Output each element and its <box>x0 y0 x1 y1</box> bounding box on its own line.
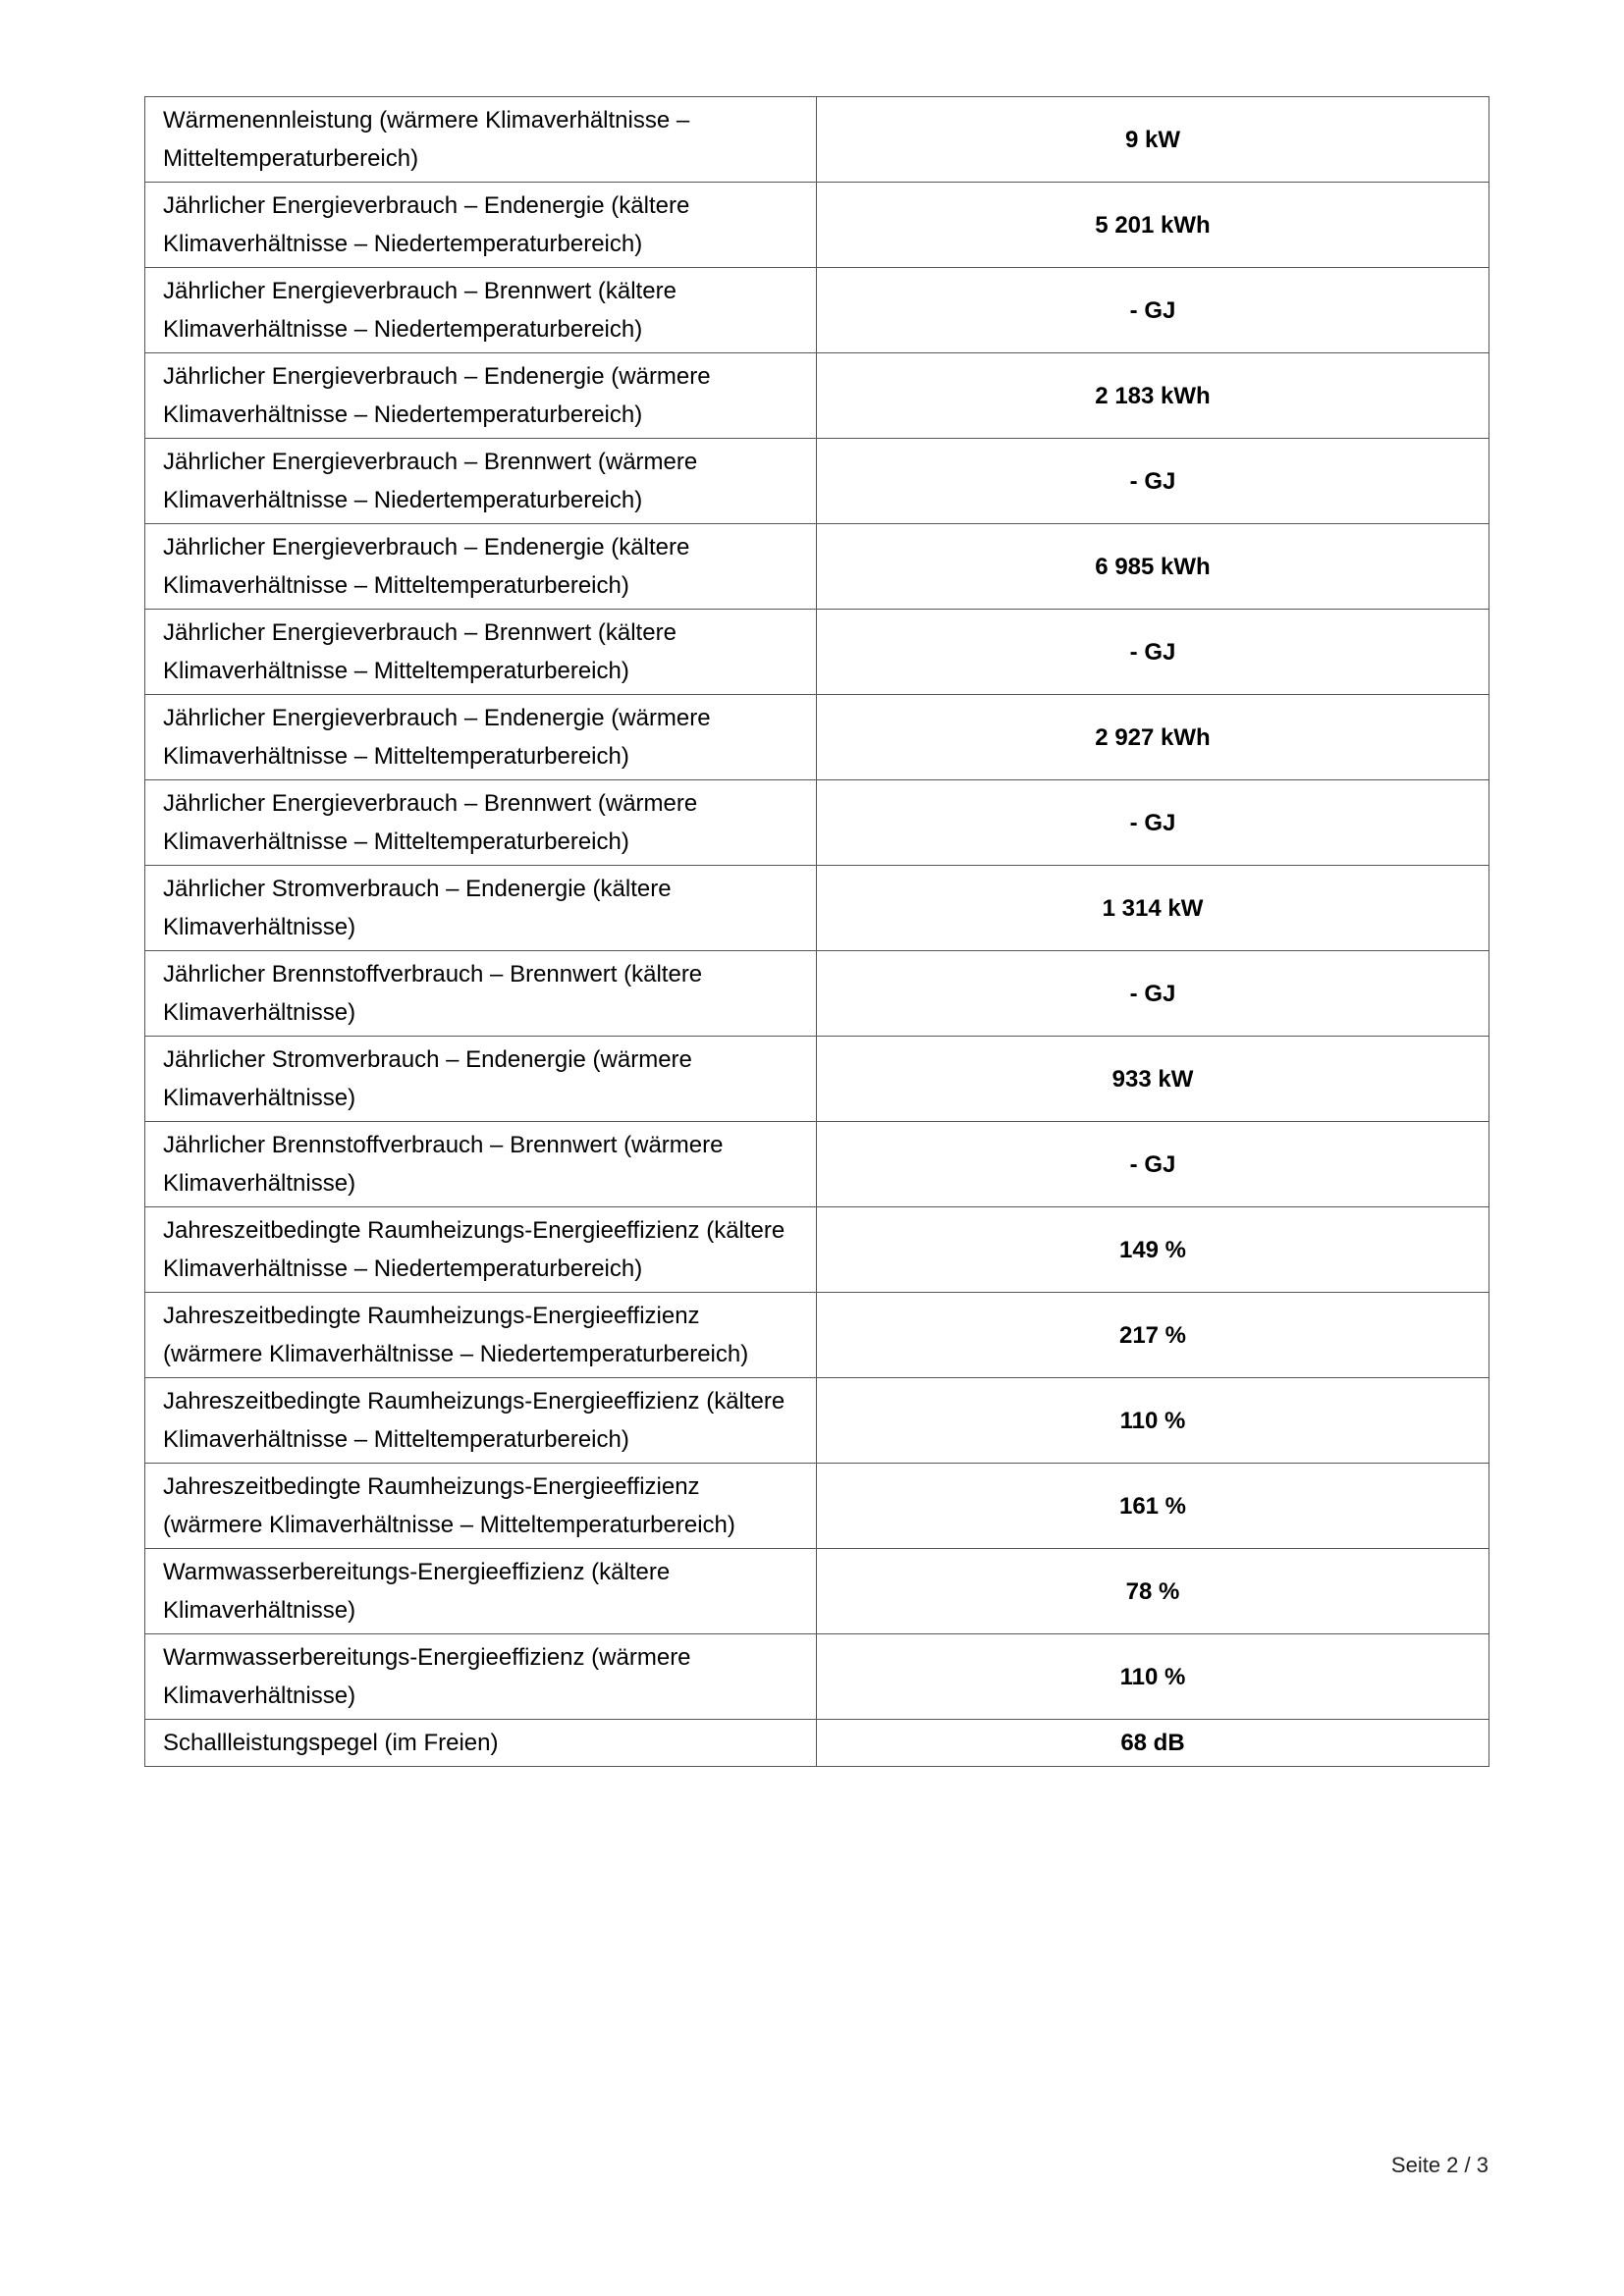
row-label: Jährlicher Stromverbrauch – Endenergie (kältere Klimaverhältnisse) <box>145 866 817 951</box>
row-label: Jährlicher Energieverbrauch – Endenergie (kältere Klimaverhältnisse – Niedertemperaturbereich) <box>145 183 817 268</box>
row-value: - GJ <box>817 610 1489 695</box>
row-label: Jährlicher Energieverbrauch – Endenergie (kältere Klimaverhältnisse – Mitteltemperaturbereich) <box>145 524 817 610</box>
row-label: Jahreszeitbedingte Raumheizungs-Energieeffizienz (kältere Klimaverhältnisse – Mitteltemperaturbereich) <box>145 1378 817 1464</box>
row-value: 1 314 kW <box>817 866 1489 951</box>
row-value: 217 % <box>817 1293 1489 1378</box>
table-row <box>145 524 1489 610</box>
row-label: Jahreszeitbedingte Raumheizungs-Energieeffizienz (wärmere Klimaverhältnisse – Niedertemperaturbereich) <box>145 1293 817 1378</box>
row-label: Jahreszeitbedingte Raumheizungs-Energieeffizienz (kältere Klimaverhältnisse – Niedertemperaturbereich) <box>145 1207 817 1293</box>
row-label: Warmwasserbereitungs-Energieeffizienz (wärmere Klimaverhältnisse) <box>145 1634 817 1720</box>
table-row <box>145 1720 1489 1767</box>
row-value: 68 dB <box>817 1720 1489 1767</box>
row-value: 161 % <box>817 1464 1489 1549</box>
row-value: - GJ <box>817 268 1489 353</box>
row-value: 933 kW <box>817 1037 1489 1122</box>
row-label: Schallleistungspegel (im Freien) <box>145 1720 817 1767</box>
row-value: 110 % <box>817 1378 1489 1464</box>
row-label: Jährlicher Energieverbrauch – Brennwert (wärmere Klimaverhältnisse – Mitteltemperaturbereich) <box>145 780 817 866</box>
row-label: Warmwasserbereitungs-Energieeffizienz (kältere Klimaverhältnisse) <box>145 1549 817 1634</box>
row-label: Jahreszeitbedingte Raumheizungs-Energieeffizienz (wärmere Klimaverhältnisse – Mitteltemperaturbereich) <box>145 1464 817 1549</box>
table-row <box>145 866 1489 951</box>
row-value: 110 % <box>817 1634 1489 1720</box>
table-row <box>145 1037 1489 1122</box>
row-value: 9 kW <box>817 97 1489 183</box>
row-value: - GJ <box>817 780 1489 866</box>
table-row <box>145 695 1489 780</box>
row-label: Wärmenennleistung (wärmere Klimaverhältnisse – Mitteltemperaturbereich) <box>145 97 817 183</box>
row-value: 2 927 kWh <box>817 695 1489 780</box>
row-label: Jährlicher Energieverbrauch – Brennwert (kältere Klimaverhältnisse – Mitteltemperaturbereich) <box>145 610 817 695</box>
row-label: Jährlicher Brennstoffverbrauch – Brennwert (wärmere Klimaverhältnisse) <box>145 1122 817 1207</box>
page-number: Seite 2 / 3 <box>1390 2153 1489 2177</box>
table-row <box>145 97 1489 183</box>
row-label: Jährlicher Energieverbrauch – Endenergie (wärmere Klimaverhältnisse – Mitteltemperaturbereich) <box>145 695 817 780</box>
table-row <box>145 1634 1489 1720</box>
spec-table <box>144 96 1489 1767</box>
table-row <box>145 951 1489 1037</box>
table-row <box>145 610 1489 695</box>
table-row <box>145 780 1489 866</box>
table-row <box>145 183 1489 268</box>
row-value: - GJ <box>817 951 1489 1037</box>
spec-table-body <box>145 97 1489 1767</box>
row-value: 78 % <box>817 1549 1489 1634</box>
row-value: - GJ <box>817 1122 1489 1207</box>
row-value: 5 201 kWh <box>817 183 1489 268</box>
row-label: Jährlicher Brennstoffverbrauch – Brennwert (kältere Klimaverhältnisse) <box>145 951 817 1037</box>
row-value: - GJ <box>817 439 1489 524</box>
table-row <box>145 1549 1489 1634</box>
table-row <box>145 439 1489 524</box>
row-label: Jährlicher Energieverbrauch – Brennwert (wärmere Klimaverhältnisse – Niedertemperaturbereich) <box>145 439 817 524</box>
row-label: Jährlicher Energieverbrauch – Endenergie (wärmere Klimaverhältnisse – Niedertemperaturbereich) <box>145 353 817 439</box>
row-label: Jährlicher Energieverbrauch – Brennwert (kältere Klimaverhältnisse – Niedertemperaturbereich) <box>145 268 817 353</box>
table-row <box>145 268 1489 353</box>
row-value: 2 183 kWh <box>817 353 1489 439</box>
row-label: Jährlicher Stromverbrauch – Endenergie (wärmere Klimaverhältnisse) <box>145 1037 817 1122</box>
table-row <box>145 1378 1489 1464</box>
row-value: 149 % <box>817 1207 1489 1293</box>
table-row <box>145 1464 1489 1549</box>
table-row <box>145 1293 1489 1378</box>
row-value: 6 985 kWh <box>817 524 1489 610</box>
table-row <box>145 353 1489 439</box>
table-row <box>145 1122 1489 1207</box>
table-row <box>145 1207 1489 1293</box>
